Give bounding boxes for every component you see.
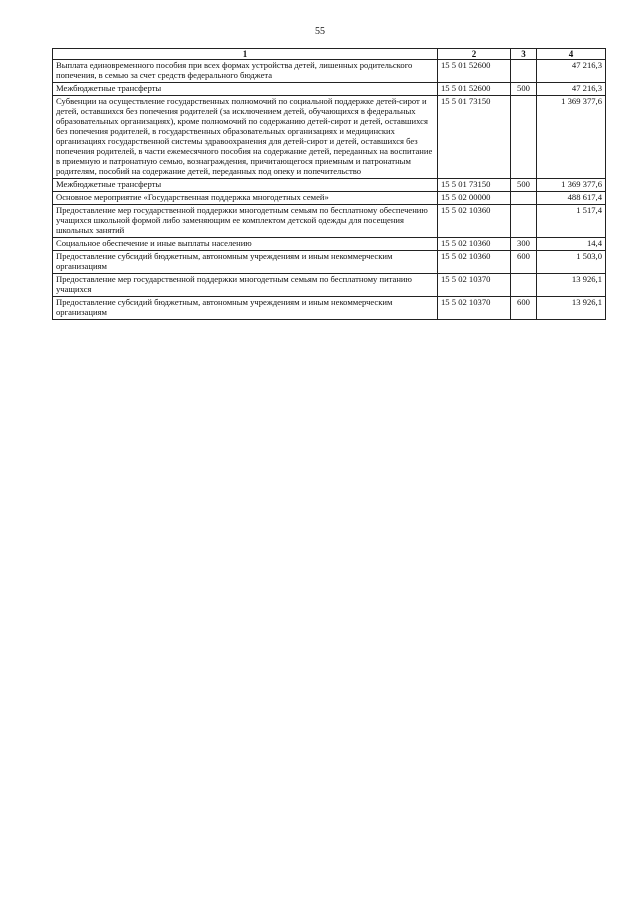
table-row — [53, 296, 606, 319]
row-code: 15 5 02 10370 — [438, 296, 511, 319]
table-row — [53, 250, 606, 273]
row-code: 15 5 02 10360 — [438, 237, 511, 250]
row-expense-type — [511, 205, 537, 238]
row-description: Предоставление мер государственной поддержки многодетным семьям по бесплатному питанию учащихся — [53, 273, 438, 296]
row-code: 15 5 02 10360 — [438, 205, 511, 238]
header-col-2: 2 — [438, 49, 511, 60]
row-description: Межбюджетные трансферты — [53, 83, 438, 96]
header-col-3: 3 — [511, 49, 537, 60]
row-expense-type: 600 — [511, 296, 537, 319]
row-amount: 13 926,1 — [537, 296, 606, 319]
row-amount: 47 216,3 — [537, 83, 606, 96]
row-description: Субвенции на осуществление государственных полномочий по социальной поддержке детей-сирот и детей, оставшихся без попечения родителей (за исключением детей, обучающихся в федеральных образовательных организациях), кроме полномочий по содержанию детей-сирот и детей, оставшихся без попечения родителей, в государственных образовательных организациях и медицинских организациях государственной системы здравоохранения для детей-сирот и детей, оставшихся без попечения родителей, в части ежемесячного пособия на содержание детей, переданных на воспитание в приемную и патронатную семью, вознаграждения, причитающегося приемным и патронатным родителям, пособий на содержание детей, переданных под опеку и попечительство — [53, 96, 438, 179]
budget-table — [52, 48, 606, 320]
row-code: 15 5 02 10360 — [438, 250, 511, 273]
table-row — [53, 83, 606, 96]
row-amount: 1 369 377,6 — [537, 179, 606, 192]
table-row — [53, 205, 606, 238]
row-description: Предоставление субсидий бюджетным, автономным учреждениям и иным некоммерческим организациям — [53, 250, 438, 273]
table-row — [53, 60, 606, 83]
header-col-1: 1 — [53, 49, 438, 60]
row-amount: 488 617,4 — [537, 192, 606, 205]
row-code: 15 5 01 73150 — [438, 179, 511, 192]
row-description: Межбюджетные трансферты — [53, 179, 438, 192]
row-code: 15 5 01 52600 — [438, 60, 511, 83]
row-code: 15 5 01 52600 — [438, 83, 511, 96]
row-expense-type — [511, 192, 537, 205]
row-description: Выплата единовременного пособия при всех формах устройства детей, лишенных родительского попечения, в семью за счет средств федерального бюджета — [53, 60, 438, 83]
row-expense-type — [511, 60, 537, 83]
row-amount: 47 216,3 — [537, 60, 606, 83]
row-description: Основное мероприятие «Государственная поддержка многодетных семей» — [53, 192, 438, 205]
row-code: 15 5 02 10370 — [438, 273, 511, 296]
row-code: 15 5 01 73150 — [438, 96, 511, 179]
row-description: Социальное обеспечение и иные выплаты населению — [53, 237, 438, 250]
row-expense-type: 300 — [511, 237, 537, 250]
row-code: 15 5 02 00000 — [438, 192, 511, 205]
row-amount: 1 517,4 — [537, 205, 606, 238]
row-amount: 13 926,1 — [537, 273, 606, 296]
table-row — [53, 192, 606, 205]
row-expense-type — [511, 96, 537, 179]
row-expense-type: 500 — [511, 179, 537, 192]
table-row — [53, 96, 606, 179]
row-expense-type: 600 — [511, 250, 537, 273]
row-description: Предоставление субсидий бюджетным, автономным учреждениям и иным некоммерческим организациям — [53, 296, 438, 319]
table-row — [53, 237, 606, 250]
row-expense-type: 500 — [511, 83, 537, 96]
row-expense-type — [511, 273, 537, 296]
table-row — [53, 273, 606, 296]
row-description: Предоставление мер государственной поддержки многодетным семьям по бесплатному обеспечению учащихся школьной формой либо заменяющим ее комплектом детской одежды для посещения школьных занятий — [53, 205, 438, 238]
page-number: 55 — [315, 26, 325, 37]
table-row — [53, 179, 606, 192]
row-amount: 14,4 — [537, 237, 606, 250]
row-amount: 1 369 377,6 — [537, 96, 606, 179]
table-header-row — [53, 49, 606, 60]
header-col-4: 4 — [537, 49, 606, 60]
row-amount: 1 503,0 — [537, 250, 606, 273]
